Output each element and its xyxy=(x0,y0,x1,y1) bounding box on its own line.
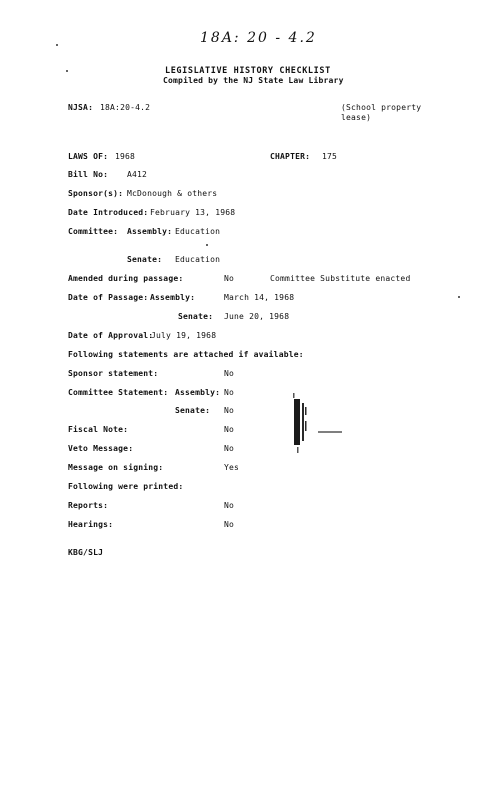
date-of-approval-value: July 19, 1968 xyxy=(151,331,217,340)
sponsors-label: Sponsor(s): xyxy=(68,189,124,198)
committee-label: Committee: xyxy=(68,227,119,236)
date-introduced-label: Date Introduced: xyxy=(68,208,149,217)
date-of-passage-label: Date of Passage: xyxy=(68,293,149,302)
amended-label: Amended during passage: xyxy=(68,274,184,283)
njsa-label: NJSA: xyxy=(68,103,94,112)
bill-no-value: A412 xyxy=(127,170,148,179)
committee-assembly-value: Education xyxy=(175,227,221,236)
scan-speck xyxy=(66,70,68,72)
njsa-value: 18A:20-4.2 xyxy=(100,103,151,112)
scan-speck xyxy=(56,44,58,46)
committee-statement-senate-value: No xyxy=(224,406,235,415)
chapter-label: CHAPTER: xyxy=(270,152,311,161)
passage-senate-value: June 20, 1968 xyxy=(224,312,290,321)
printed-heading: Following were printed: xyxy=(68,482,184,491)
committee-senate-value: Education xyxy=(175,255,221,264)
sponsor-statement-label: Sponsor statement: xyxy=(68,369,159,378)
ink-stroke-mark xyxy=(318,428,344,436)
handwritten-reference: 18A: 20 - 4.2 xyxy=(200,30,317,46)
date-introduced-value: February 13, 1968 xyxy=(150,208,236,217)
ink-stamp-mark xyxy=(290,393,312,455)
reports-value: No xyxy=(224,501,235,510)
statements-heading: Following statements are attached if available: xyxy=(68,350,304,359)
passage-assembly-label: Assembly: xyxy=(150,293,196,302)
committee-statement-assembly-label: Assembly: xyxy=(175,388,221,397)
date-of-approval-label: Date of Approval: xyxy=(68,331,154,340)
bill-no-label: Bill No: xyxy=(68,170,109,179)
initials: KBG/SLJ xyxy=(68,548,104,557)
committee-statement-senate-label: Senate: xyxy=(175,406,211,415)
passage-senate-label: Senate: xyxy=(178,312,214,321)
hearings-value: No xyxy=(224,520,235,529)
reports-label: Reports: xyxy=(68,501,109,510)
committee-statement-label: Committee Statement: xyxy=(68,388,169,397)
veto-message-label: Veto Message: xyxy=(68,444,134,453)
scan-speck xyxy=(458,296,460,298)
njsa-note-cont: lease) xyxy=(341,113,372,122)
message-on-signing-label: Message on signing: xyxy=(68,463,164,472)
hearings-label: Hearings: xyxy=(68,520,114,529)
committee-statement-assembly-value: No xyxy=(224,388,235,397)
veto-message-value: No xyxy=(224,444,235,453)
sponsors-value: McDonough & others xyxy=(127,189,218,198)
fiscal-note-label: Fiscal Note: xyxy=(68,425,129,434)
document-subtitle: Compiled by the NJ State Law Library xyxy=(163,76,344,85)
sponsor-statement-value: No xyxy=(224,369,235,378)
njsa-note: (School property xyxy=(341,103,422,112)
message-on-signing-value: Yes xyxy=(224,463,240,472)
amended-value: No xyxy=(224,274,235,283)
laws-of-value: 1968 xyxy=(115,152,136,161)
fiscal-note-value: No xyxy=(224,425,235,434)
laws-of-label: LAWS OF: xyxy=(68,152,109,161)
scan-speck xyxy=(206,244,208,246)
committee-senate-label: Senate: xyxy=(127,255,163,264)
committee-assembly-label: Assembly: xyxy=(127,227,173,236)
chapter-value: 175 xyxy=(322,152,338,161)
passage-assembly-value: March 14, 1968 xyxy=(224,293,295,302)
document-title: LEGISLATIVE HISTORY CHECKLIST xyxy=(165,66,331,76)
amended-note: Committee Substitute enacted xyxy=(270,274,411,283)
